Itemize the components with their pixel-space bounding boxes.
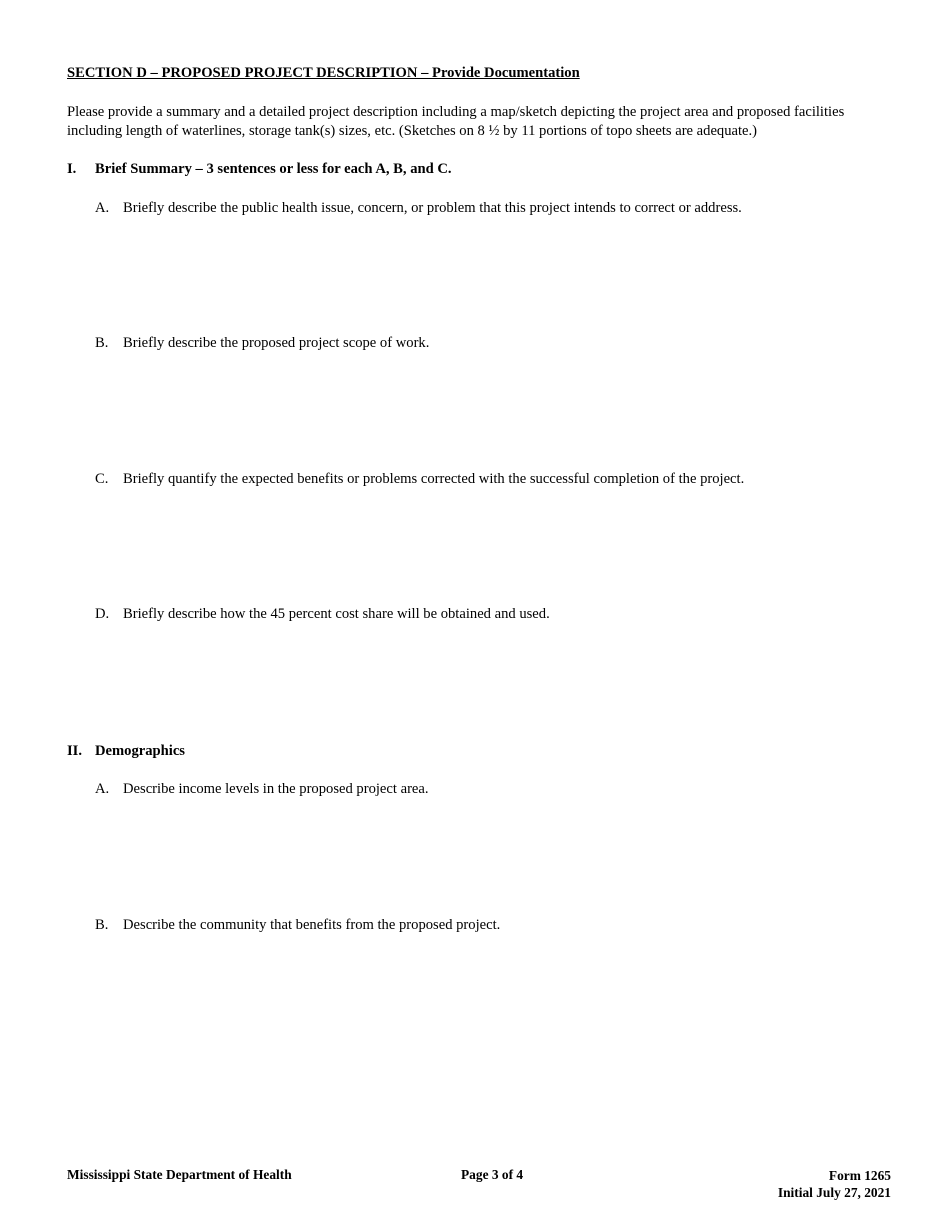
part2-heading: Demographics — [95, 743, 185, 759]
item-question: Briefly quantify the expected benefits or problems corrected with the successful completion of the project. — [123, 471, 745, 487]
part2-number: II. — [67, 743, 83, 759]
item-letter: C. — [95, 471, 109, 487]
part1-heading: Brief Summary – 3 sentences or less for each A, B, and C. — [95, 161, 452, 177]
footer-organization: Mississippi State Department of Health — [67, 1167, 292, 1182]
footer-page-number: Page 3 of 4 — [461, 1167, 524, 1182]
section-title: SECTION D – PROPOSED PROJECT DESCRIPTION – Provide Documentation — [67, 65, 580, 81]
item-question: Briefly describe how the 45 percent cost share will be obtained and used. — [123, 606, 550, 622]
item-letter: A. — [95, 200, 110, 216]
footer-form-number: Form 1265 — [828, 1168, 891, 1183]
item-letter: B. — [95, 335, 109, 351]
item-question: Briefly describe the public health issue, concern, or problem that this project intends to correct or address. — [123, 200, 742, 216]
item-letter: A. — [95, 781, 110, 797]
footer-form-info — [778, 1167, 891, 1201]
part1-number: I. — [67, 161, 77, 177]
item-letter: D. — [95, 606, 110, 622]
section-intro: Please provide a summary and a detailed project description including a map/sketch depicting the project area and proposed facilities including length of waterlines, storage tank(s) sizes, etc. (Sketches on 8 ½ by 11 portions of topo sheets are adequate.) — [67, 104, 845, 139]
item-question: Describe income levels in the proposed project area. — [123, 781, 429, 797]
item-letter: B. — [95, 917, 109, 933]
footer-revision-date: Initial July 27, 2021 — [777, 1185, 891, 1200]
item-question: Describe the community that benefits from the proposed project. — [123, 917, 501, 933]
item-question: Briefly describe the proposed project scope of work. — [123, 335, 430, 351]
